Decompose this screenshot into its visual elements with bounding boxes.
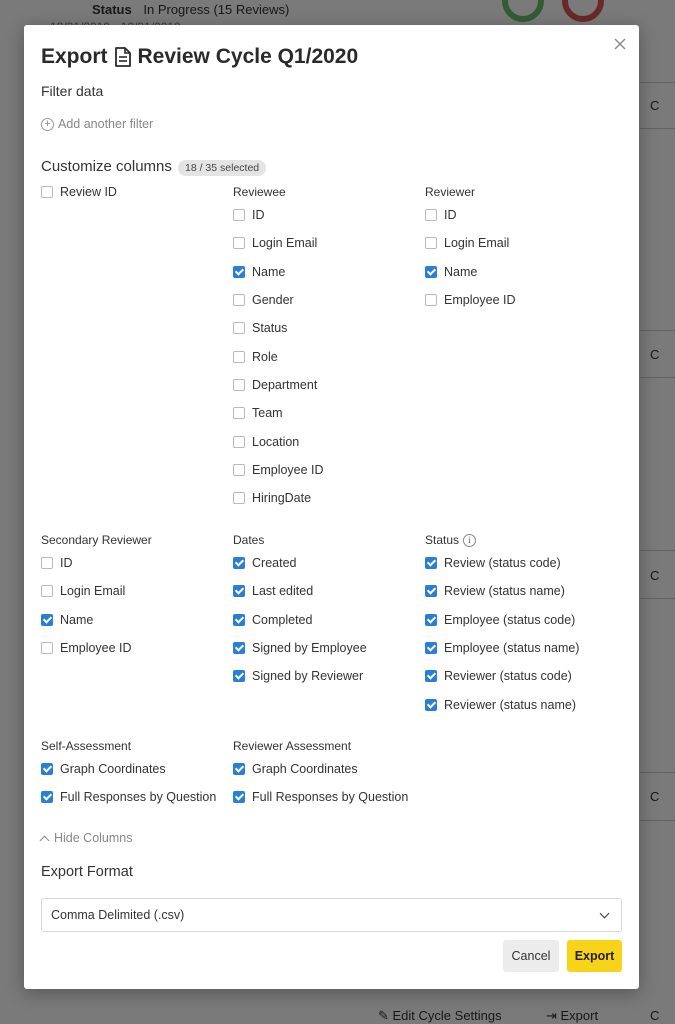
column-option-label: Login Email — [60, 584, 126, 599]
column-group-status — [425, 531, 620, 719]
column-option[interactable] — [425, 662, 620, 690]
column-option-label: Review (status code) — [444, 556, 561, 571]
title-prefix: Export — [41, 45, 108, 68]
filter-data-label: Filter data — [41, 83, 104, 99]
column-option-label: ID — [444, 208, 457, 223]
column-option-label: Team — [252, 406, 283, 421]
column-group-review — [41, 178, 226, 206]
column-option-label: Full Responses by Question — [252, 790, 409, 805]
checkbox-unchecked[interactable] — [233, 322, 245, 334]
column-group-dates — [233, 531, 418, 690]
column-option-label: Login Email — [252, 236, 318, 251]
column-option[interactable] — [41, 178, 226, 206]
column-group-heading — [41, 737, 226, 755]
column-option-label: Login Email — [444, 236, 510, 251]
column-option-label: Employee (status code) — [444, 612, 576, 627]
export-format-label: Export Format — [41, 864, 133, 880]
column-option-label: Graph Coordinates — [252, 762, 358, 777]
column-group-heading — [41, 531, 226, 549]
checkbox-checked[interactable] — [425, 670, 437, 682]
column-group-heading-text: Reviewer — [425, 185, 476, 199]
checkbox-checked[interactable] — [425, 266, 437, 278]
column-option-label: Review (status name) — [444, 584, 565, 599]
checkbox-unchecked[interactable] — [233, 294, 245, 306]
info-icon[interactable]: i — [463, 534, 476, 547]
column-option-label: Signed by Employee — [252, 641, 367, 656]
checkbox-checked[interactable] — [233, 614, 245, 626]
selected-count-badge: 18 / 35 selected — [178, 160, 266, 176]
export-format-select[interactable] — [41, 898, 622, 932]
column-group-reviewer — [425, 183, 620, 314]
plus-circle-icon: + — [41, 118, 54, 131]
column-option[interactable] — [233, 427, 418, 455]
column-option-label: Full Responses by Question — [60, 790, 217, 805]
column-option[interactable] — [233, 314, 418, 342]
column-option[interactable] — [425, 690, 620, 718]
checkbox-checked[interactable] — [233, 266, 245, 278]
column-option[interactable] — [233, 662, 418, 690]
column-option[interactable] — [233, 201, 418, 229]
checkbox-unchecked[interactable] — [233, 237, 245, 249]
column-group-heading-text: Reviewee — [233, 185, 286, 199]
column-option-label: Status — [252, 321, 288, 336]
checkbox-unchecked[interactable] — [425, 209, 437, 221]
chevron-down-icon — [600, 909, 610, 919]
column-option[interactable] — [233, 783, 433, 811]
column-group-reviewer-assessment — [233, 737, 433, 812]
column-option-label: Created — [252, 556, 297, 571]
column-option-label: ID — [60, 556, 73, 571]
column-option[interactable] — [41, 783, 226, 811]
export-format-value: Comma Delimited (.csv) — [51, 908, 185, 922]
checkbox-checked[interactable] — [233, 557, 245, 569]
customize-columns-label: Customize columns — [41, 158, 172, 175]
column-option[interactable] — [233, 484, 418, 512]
title-cycle-name: Review Cycle Q1/2020 — [137, 45, 359, 68]
column-option[interactable] — [233, 606, 418, 634]
column-option-label: Last edited — [252, 584, 314, 599]
column-group-heading — [425, 531, 620, 549]
add-filter-label: Add another filter — [58, 117, 154, 131]
checkbox-checked[interactable] — [233, 791, 245, 803]
hide-columns-label: Hide Columns — [54, 831, 133, 845]
column-option[interactable] — [233, 229, 418, 257]
cancel-button[interactable]: Cancel — [503, 940, 559, 972]
column-option[interactable] — [41, 549, 226, 577]
checkbox-unchecked[interactable] — [233, 492, 245, 504]
checkbox-checked[interactable] — [425, 585, 437, 597]
column-option[interactable] — [425, 606, 620, 634]
checkbox-checked[interactable] — [233, 585, 245, 597]
column-group-heading-text: Dates — [233, 533, 265, 547]
column-option[interactable] — [41, 606, 226, 634]
column-option[interactable] — [233, 286, 418, 314]
checkbox-checked[interactable] — [425, 557, 437, 569]
column-option[interactable] — [41, 634, 226, 662]
column-option[interactable] — [233, 371, 418, 399]
column-group-heading-text: Self-Assessment — [41, 739, 132, 753]
column-option[interactable] — [233, 634, 418, 662]
column-option-label: Completed — [252, 612, 313, 627]
column-option[interactable] — [233, 342, 418, 370]
column-option-label: Reviewer (status name) — [444, 697, 576, 712]
column-option[interactable] — [425, 229, 620, 257]
column-option-label: Employee ID — [60, 641, 132, 656]
checkbox-checked[interactable] — [41, 763, 53, 775]
hide-columns-toggle[interactable] — [41, 831, 133, 845]
column-option-label: Graph Coordinates — [60, 762, 166, 777]
checkbox-unchecked[interactable] — [233, 436, 245, 448]
column-group-heading — [233, 183, 418, 201]
column-option-label: Name — [60, 612, 94, 627]
checkbox-checked[interactable] — [41, 614, 53, 626]
column-option[interactable] — [425, 258, 620, 286]
column-group-heading — [233, 737, 433, 755]
checkbox-unchecked[interactable] — [425, 294, 437, 306]
modal-title — [41, 45, 358, 69]
add-filter-link[interactable] — [41, 117, 153, 131]
column-option[interactable] — [425, 286, 620, 314]
checkbox-checked[interactable] — [233, 670, 245, 682]
column-group-secondary-reviewer — [41, 531, 226, 662]
column-option[interactable] — [233, 399, 418, 427]
checkbox-checked[interactable] — [233, 642, 245, 654]
checkbox-unchecked[interactable] — [41, 186, 53, 198]
column-group-heading-text: Status — [425, 533, 460, 547]
column-group-self-assessment — [41, 737, 226, 812]
checkbox-unchecked[interactable] — [233, 209, 245, 221]
column-option-label: ID — [252, 208, 265, 223]
column-option-label: Gender — [252, 293, 294, 308]
column-option-label: HiringDate — [252, 491, 312, 506]
chevron-up-icon — [40, 835, 50, 845]
checkbox-unchecked[interactable] — [425, 237, 437, 249]
checkbox-unchecked[interactable] — [41, 642, 53, 654]
checkbox-checked[interactable] — [425, 614, 437, 626]
column-option-label: Location — [252, 434, 300, 449]
column-option-label: Name — [444, 264, 478, 279]
checkbox-checked[interactable] — [41, 791, 53, 803]
checkbox-unchecked[interactable] — [233, 351, 245, 363]
checkbox-unchecked[interactable] — [233, 464, 245, 476]
column-option-label: Role — [252, 349, 278, 364]
checkbox-checked[interactable] — [233, 763, 245, 775]
column-group-heading-text: Secondary Reviewer — [41, 533, 152, 547]
column-option[interactable] — [233, 258, 418, 286]
checkbox-unchecked[interactable] — [41, 585, 53, 597]
column-option[interactable] — [425, 549, 620, 577]
checkbox-checked[interactable] — [425, 699, 437, 711]
column-option[interactable] — [41, 755, 226, 783]
column-option-label: Reviewer (status code) — [444, 669, 572, 684]
column-option-label: Department — [252, 377, 318, 392]
column-option[interactable] — [425, 201, 620, 229]
column-option-label: Employee (status name) — [444, 641, 580, 656]
column-option[interactable] — [425, 634, 620, 662]
close-icon[interactable] — [611, 35, 629, 53]
column-option-label: Name — [252, 264, 286, 279]
column-option-label: Review ID — [60, 185, 117, 200]
column-option[interactable] — [425, 577, 620, 605]
checkbox-checked[interactable] — [425, 642, 437, 654]
column-option[interactable] — [233, 549, 418, 577]
column-group-heading-text: Reviewer Assessment — [233, 739, 352, 753]
column-option[interactable] — [233, 755, 433, 783]
export-modal — [24, 25, 639, 989]
export-button[interactable]: Export — [567, 940, 622, 972]
checkbox-unchecked[interactable] — [41, 557, 53, 569]
column-option-label: Signed by Reviewer — [252, 669, 364, 684]
column-option[interactable] — [41, 577, 226, 605]
column-group-heading — [425, 183, 620, 201]
column-group-heading — [233, 531, 418, 549]
checkbox-unchecked[interactable] — [233, 407, 245, 419]
column-option[interactable] — [233, 577, 418, 605]
column-group-reviewee — [233, 183, 418, 512]
column-option-label: Employee ID — [252, 462, 324, 477]
document-icon — [114, 47, 132, 67]
column-option[interactable] — [233, 456, 418, 484]
checkbox-unchecked[interactable] — [233, 379, 245, 391]
column-option-label: Employee ID — [444, 293, 516, 308]
